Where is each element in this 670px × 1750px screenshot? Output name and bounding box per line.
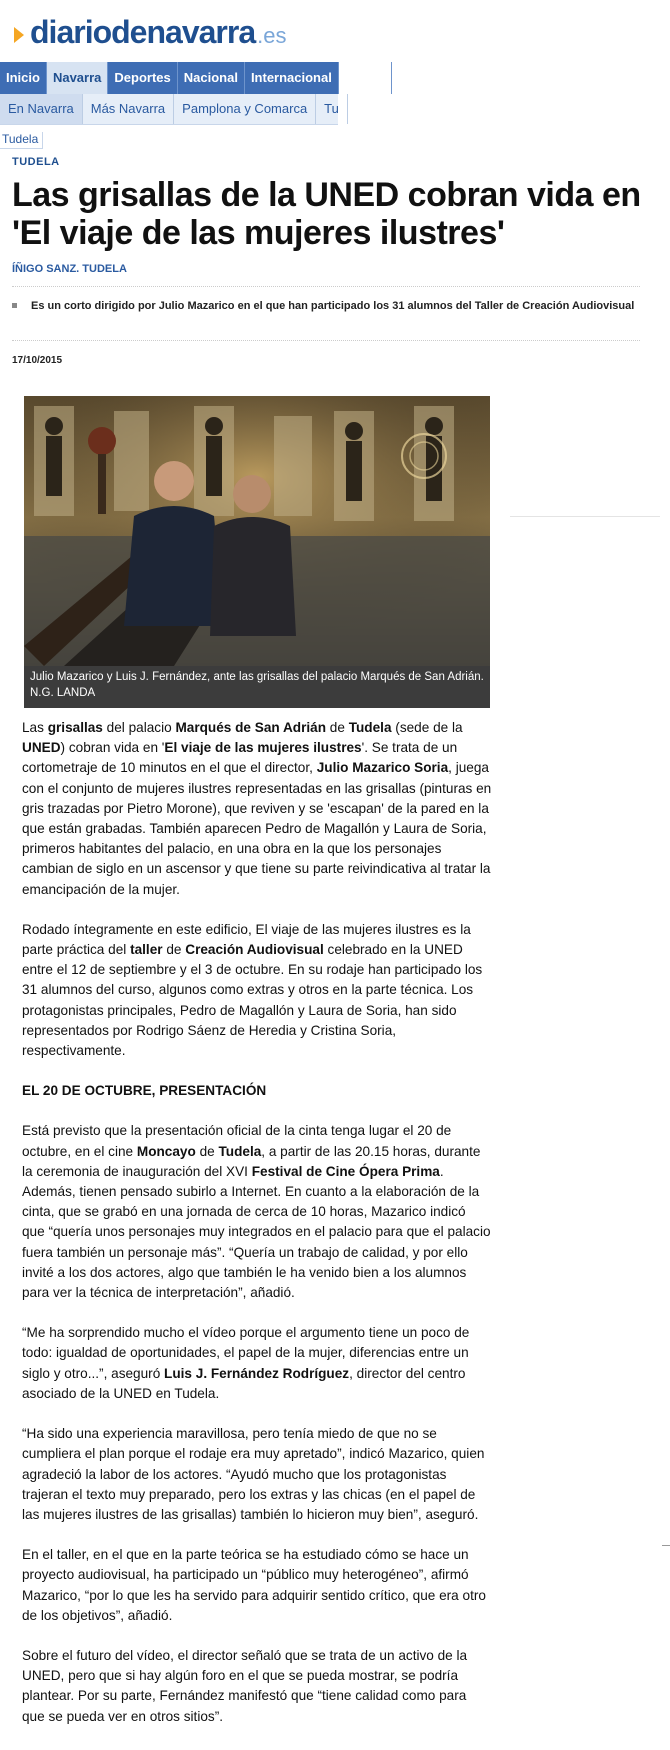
article-author: ÍÑIGO SANZ. TUDELA [12,263,127,275]
bold-text: UNED [22,740,61,756]
subnav-item-tudela[interactable]: Tu [316,94,348,124]
sub-nav [0,94,338,125]
text-run: ) cobran vida en ' [60,740,165,756]
text-run: del palacio [102,720,176,735]
summary-text: Es un corto dirigido por Julio Mazarico en el que han participado los 31 alumnos del Taller de Creación Audiovisual [31,300,635,312]
text-run: de [326,720,349,735]
text-run: de [162,942,186,958]
bold-text: Festival de Cine Ópera Prima [251,1163,440,1179]
bold-text: taller [130,942,163,958]
text-run: Está previsto que la presentación oficial de la cinta tenga lugar el 20 de octubre, en el cine [22,1123,452,1159]
bold-text: Tudela [218,1143,262,1159]
bold-text: Moncayo [136,1143,196,1159]
summary-bottom-divider [12,340,640,341]
subnav-item-mas-navarra[interactable]: Más Navarra [83,94,174,124]
site-logo[interactable] [14,14,286,51]
article-paragraph [22,1545,492,1626]
summary-top-divider [12,286,640,287]
site-header [0,0,670,62]
photo-illustration [24,396,490,666]
nav-item-navarra[interactable]: Navarra [47,62,108,94]
text-run: “Me ha sorprendido mucho el vídeo porque el argumento tiene un poco de todo: igualdad de oportunidades, el papel de la mujer, diferencias entre un siglo y otro...”, aseguró [22,1325,470,1381]
main-nav [0,62,385,94]
text-run: Las [22,720,48,735]
nav-item-internacional[interactable]: Internacional [245,62,339,94]
text-run: , juega con el conjunto de mujeres ilustres representadas en las grisallas (pinturas en gris trazadas por Pietro Morone), que reviven y se 'escapan' de la pared en la que están grabadas. También aparecen Pedro de Magallón y Laura de Soria, primeros habitantes del palacio, en una obra en la que los personajes cambian de siglo en un ascensor y que tiene su parte reivindicativa al tratar la emancipación de la mujer. [22,760,492,897]
logo-text: diariodenavarra [30,14,256,50]
text-run: '. Se trata de un cortometraje de 10 minutos en el que el director, [22,740,458,776]
page-edge-marker [662,1545,670,1546]
nav-item-economia[interactable]: Econo [339,62,392,94]
sidebar-divider [510,516,660,517]
text-run: En el taller, en el que en la parte teórica se ha estudiado cómo se hace un proyecto audiovisual, ha participado un “público muy heterogéneo”, afirmó Mazarico, “por lo que les ha servido para adquirir sentido crítico, que era otro de los objetivos”, añadió. [22,1547,486,1623]
article-paragraph [22,1323,492,1404]
logo-arrow-icon [14,27,24,43]
bold-text: Julio Mazarico Soria [316,760,449,776]
nav-item-nacional[interactable]: Nacional [178,62,245,94]
article-date: 17/10/2015 [12,355,63,366]
text-run: Rodado íntegramente en este edificio, El viaje de las mujeres ilustres es la parte práctica del [22,921,471,958]
photo-caption: Julio Mazarico y Luis J. Fernández, ante las grisallas del palacio Marqués de San Adrián. N.G. LANDA [24,666,490,708]
article-photo[interactable] [24,396,490,666]
article-paragraph [22,1646,492,1727]
bold-text: Marqués de San Adrián [175,720,327,735]
article-paragraph [22,718,492,900]
article-body [22,718,492,1747]
bold-text: Luis J. Fernández Rodríguez [164,1365,350,1381]
nav-item-deportes[interactable]: Deportes [108,62,177,94]
bold-text: Tudela [348,720,392,735]
text-run: celebrado en la UNED entre el 12 de septiembre y el 3 de octubre. En su rodaje han participado los 31 alumnos del curso, algunos como extras y otros en la parte técnica. Los protagonistas principales, Pedro de Magallón y Laura de Soria, han sido representados por Rodrigo Sáenz de Heredia y Cristina Soria, respectivamente. [22,942,483,1059]
text-run: , a partir de las 20.15 horas, durante la ceremonia de inauguración del XVI [22,1143,481,1179]
subnav-item-en-navarra[interactable]: En Navarra [0,94,83,124]
article-paragraph [22,1121,492,1303]
text-run: . Además, tienen pensado subirlo a Internet. En cuanto a la elaboración de la cinta, que se grabó en una jornada de cerca de 10 horas, Mazarico indicó que “quería unos personajes muy integrados en el palacio para que el palacio fuera también un personaje más”. “Quería un trabajo de calidad, y por ello invité a los dos actores, algo que también le ha venido bien a los alumnos para ver la técnica de interpretación”, añadió. [22,1163,491,1301]
nav-item-inicio[interactable]: Inicio [0,62,47,94]
text-run: de [195,1143,219,1159]
article-paragraph [22,920,492,1061]
article-summary [12,298,642,314]
logo-domain: .es [257,22,287,48]
article-subheading: EL 20 DE OCTUBRE, PRESENTACIÓN [22,1083,267,1099]
text-run: , director del centro asociado de la UNED en Tudela. [22,1365,466,1401]
text-run: “Ha sido una experiencia maravillosa, pero tenía miedo de que no se cumpliera el plan porque el rodaje era muy apretado”, indicó Mazarico, quien agradeció la labor de los actores. “Ayudó mucho que los protagonistas trajeran el texto muy preparado, pero los extras y las chicas (en el papel de las mujeres ilustres de las grisallas) también lo hicieron muy bien”, aseguró. [22,1426,485,1522]
text-run: Sobre el futuro del vídeo, el director señaló que se trata de un activo de la UNED, pero que si hay algún foro en el que se pueda mostrar, se podría plantear. Por su parte, Fernández manifestó que “tiene calidad como para que se pueda ver en otros sitios”. [22,1647,468,1724]
summary-bullet-icon [12,303,17,308]
article-headline: Las grisallas de la UNED cobran vida en 'El viaje de las mujeres ilustres' [12,176,641,252]
article-paragraph [22,1424,492,1525]
bold-text: El viaje de las mujeres ilustres [164,740,362,756]
text-run: (sede de la [391,720,463,735]
breadcrumb[interactable]: Tudela [0,132,43,149]
article-section: TUDELA [12,156,60,168]
bold-text: Creación Audiovisual [185,942,324,958]
subnav-item-pamplona[interactable]: Pamplona y Comarca [174,94,316,124]
bold-text: grisallas [47,720,103,735]
